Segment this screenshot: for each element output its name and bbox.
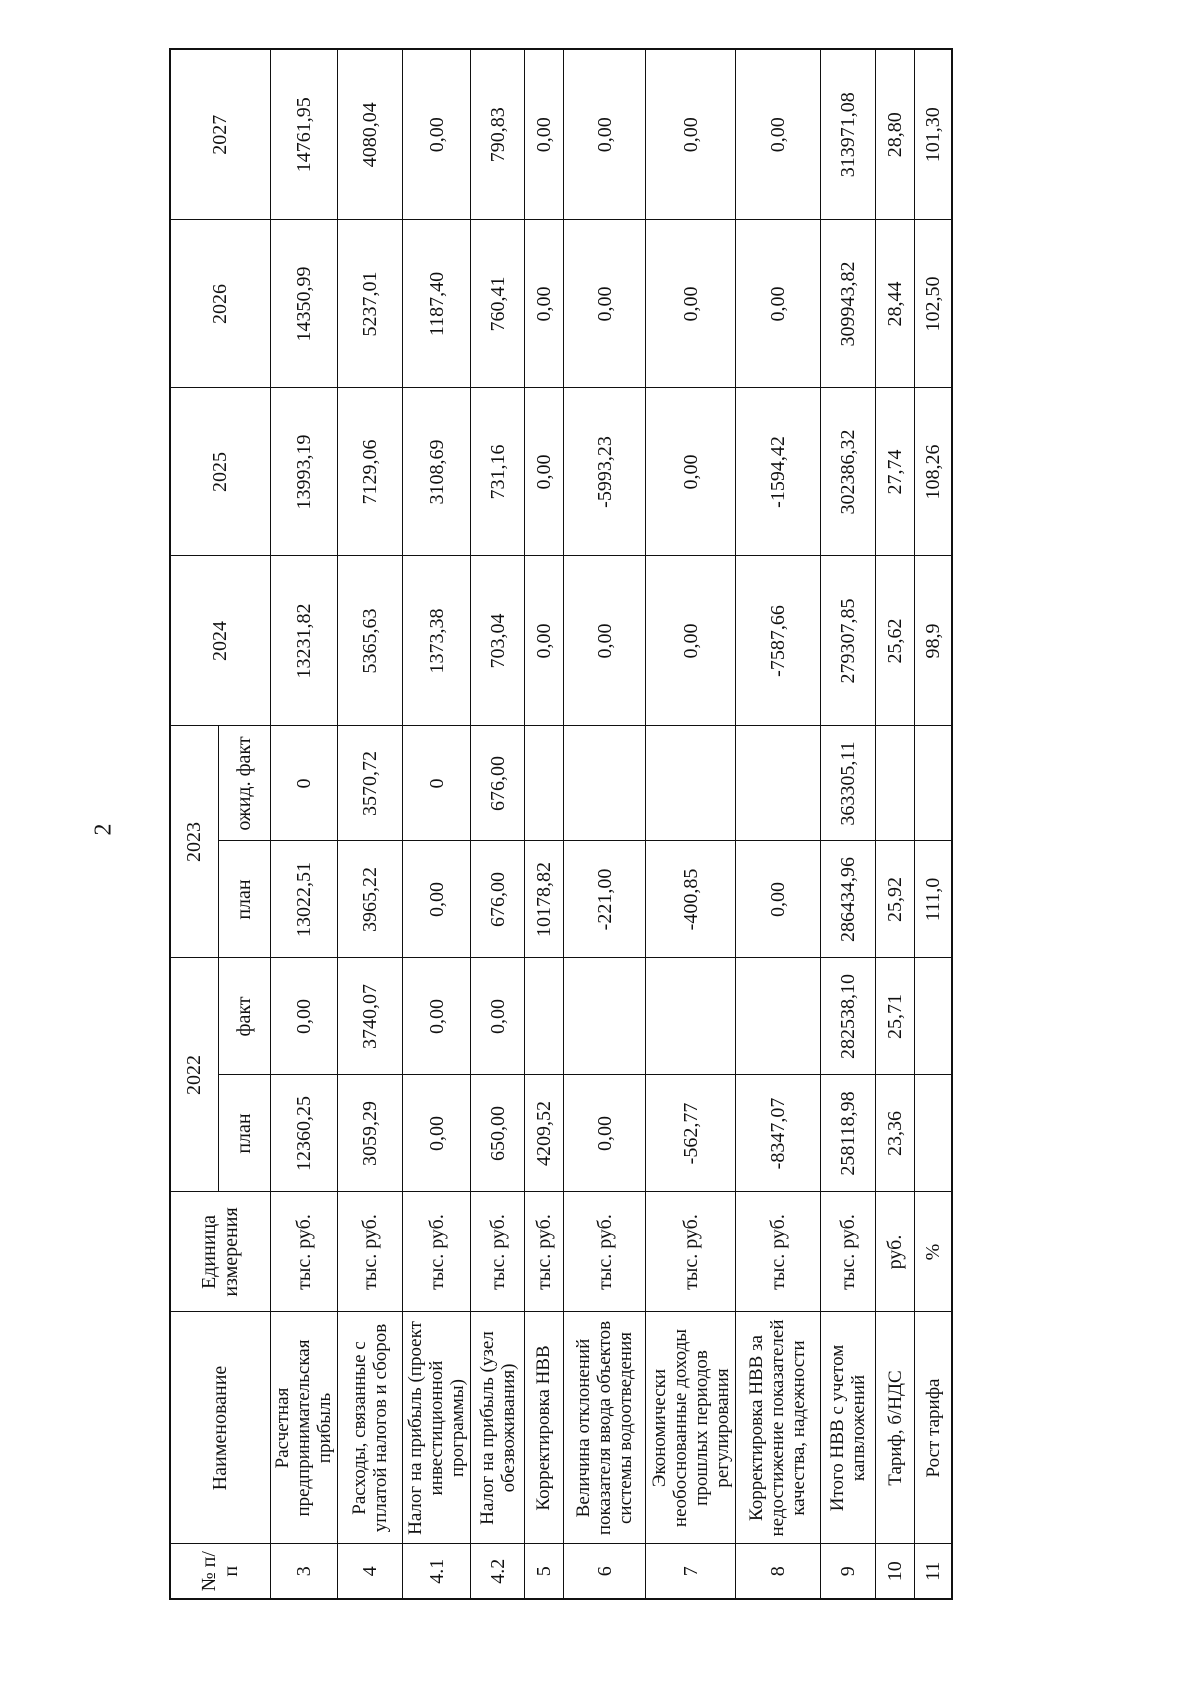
cell-name: Тариф, б/НДС [876,1312,915,1544]
cell-unit: тыс. руб. [820,1192,876,1312]
cell-f22: 3740,07 [338,958,403,1075]
cell-p23: 3965,22 [338,841,403,958]
cell-y25: 108,26 [915,388,952,556]
cell-y27: 0,00 [736,49,820,220]
page-number: 2 [90,823,117,836]
cell-y24: 0,00 [646,556,736,726]
header-unit: Единица измерения [170,1192,270,1312]
cell-y26: 5237,01 [338,220,403,388]
header-2022-plan: план [218,1075,270,1192]
cell-f22: 0,00 [471,958,525,1075]
cell-p22: 258118,98 [820,1075,876,1192]
cell-unit: тыс. руб. [471,1192,525,1312]
cell-f22 [564,958,646,1075]
header-2022-fact: факт [218,958,270,1075]
cell-y24: 98,9 [915,556,952,726]
cell-y25: 3108,69 [403,388,471,556]
cell-f23: 3570,72 [338,726,403,841]
table-row [646,49,736,1599]
cell-y25: 302386,32 [820,388,876,556]
cell-name: Величина отклонений показателя ввода объектов системы водоотведения [564,1312,646,1544]
cell-y24: 5365,63 [338,556,403,726]
cell-p23: 13022,51 [270,841,338,958]
cell-y26: 0,00 [524,220,563,388]
cell-y26: 1187,40 [403,220,471,388]
cell-y25: 7129,06 [338,388,403,556]
cell-num: 7 [646,1544,736,1599]
cell-unit: тыс. руб. [524,1192,563,1312]
cell-f23 [564,726,646,841]
header-num: № п/п [170,1544,270,1599]
cell-p23: 676,00 [471,841,525,958]
header-name: Наименование [170,1312,270,1544]
cell-y27: 0,00 [564,49,646,220]
cell-f23 [876,726,915,841]
cell-y26: 0,00 [646,220,736,388]
table-row [876,49,915,1599]
cell-y24: 703,04 [471,556,525,726]
cell-unit: тыс. руб. [403,1192,471,1312]
cell-p22: -562,77 [646,1075,736,1192]
header-2023-fact: ожид. факт [218,726,270,841]
cell-name: Корректировка НВВ за недостижение показателей качества, надежности [736,1312,820,1544]
cell-num: 3 [270,1544,338,1599]
cell-y27: 0,00 [646,49,736,220]
cell-unit: тыс. руб. [736,1192,820,1312]
cell-f23: 0 [270,726,338,841]
cell-y27: 4080,04 [338,49,403,220]
cell-f22 [915,958,952,1075]
cell-y26: 102,50 [915,220,952,388]
table-row [915,49,952,1599]
cell-y25: -5993,23 [564,388,646,556]
cell-num: 11 [915,1544,952,1599]
cell-y27: 790,83 [471,49,525,220]
header-2023: 2023 [170,726,218,958]
cell-p23: -221,00 [564,841,646,958]
cell-unit: тыс. руб. [564,1192,646,1312]
cell-p22 [915,1075,952,1192]
header-2022: 2022 [170,958,218,1192]
cell-p23: 286434,96 [820,841,876,958]
cell-y26: 28,44 [876,220,915,388]
cell-y26: 0,00 [736,220,820,388]
cell-f23 [736,726,820,841]
cell-num: 9 [820,1544,876,1599]
cell-name: Итого НВВ с учетом капвложений [820,1312,876,1544]
cell-f22: 0,00 [270,958,338,1075]
cell-num: 8 [736,1544,820,1599]
header-2023-plan: план [218,841,270,958]
cell-num: 4 [338,1544,403,1599]
cell-p23: 111,0 [915,841,952,958]
cell-p22: 0,00 [564,1075,646,1192]
cell-y24: 0,00 [564,556,646,726]
cell-unit: руб. [876,1192,915,1312]
cell-f22: 282538,10 [820,958,876,1075]
cell-y25: 13993,19 [270,388,338,556]
cell-p22: -8347,07 [736,1075,820,1192]
cell-num: 10 [876,1544,915,1599]
table-row [820,49,876,1599]
cell-f23: 676,00 [471,726,525,841]
table-row [403,49,471,1599]
cell-y27: 313971,08 [820,49,876,220]
cell-name: Расходы, связанные с уплатой налогов и сборов [338,1312,403,1544]
cell-unit: тыс. руб. [270,1192,338,1312]
header-2025: 2025 [170,388,270,556]
cell-name: Корректировка НВВ [524,1312,563,1544]
cell-num: 4.1 [403,1544,471,1599]
table-row [564,49,646,1599]
cell-unit: % [915,1192,952,1312]
table-body [270,49,952,1599]
cell-p22: 4209,52 [524,1075,563,1192]
cell-unit: тыс. руб. [646,1192,736,1312]
cell-y25: 731,16 [471,388,525,556]
cell-f23: 363305,11 [820,726,876,841]
cell-f22 [646,958,736,1075]
cell-p22: 3059,29 [338,1075,403,1192]
cell-y24: 0,00 [524,556,563,726]
cell-num: 4.2 [471,1544,525,1599]
table-row [471,49,525,1599]
cell-unit: тыс. руб. [338,1192,403,1312]
cell-name: Налог на прибыль (узел обезвоживания) [471,1312,525,1544]
cell-p22: 0,00 [403,1075,471,1192]
table-row [338,49,403,1599]
cell-y27: 28,80 [876,49,915,220]
table-row [270,49,338,1599]
cell-y26: 0,00 [564,220,646,388]
tariff-table [169,48,953,1600]
header-2026: 2026 [170,220,270,388]
header-2024: 2024 [170,556,270,726]
cell-y27: 0,00 [403,49,471,220]
cell-name: Налог на прибыль (проект инвестиционной программы) [403,1312,471,1544]
cell-p23: 0,00 [403,841,471,958]
cell-f22: 25,71 [876,958,915,1075]
cell-name: Экономически необоснованные доходы прошлых периодов регулирования [646,1312,736,1544]
cell-num: 6 [564,1544,646,1599]
cell-y24: 25,62 [876,556,915,726]
cell-y24: 13231,82 [270,556,338,726]
cell-f22: 0,00 [403,958,471,1075]
cell-f23 [524,726,563,841]
cell-f22 [736,958,820,1075]
tariff-table-container [169,50,953,1600]
cell-p23: 10178,82 [524,841,563,958]
cell-y25: 0,00 [646,388,736,556]
header-2027: 2027 [170,49,270,220]
cell-name: Рост тарифа [915,1312,952,1544]
table-row [524,49,563,1599]
cell-y27: 14761,95 [270,49,338,220]
cell-p23: 0,00 [736,841,820,958]
cell-y26: 309943,82 [820,220,876,388]
cell-num: 5 [524,1544,563,1599]
cell-y26: 760,41 [471,220,525,388]
cell-y25: 27,74 [876,388,915,556]
cell-y27: 0,00 [524,49,563,220]
cell-f23 [646,726,736,841]
cell-p23: 25,92 [876,841,915,958]
cell-f22 [524,958,563,1075]
cell-p22: 23,36 [876,1075,915,1192]
cell-y27: 101,30 [915,49,952,220]
cell-y26: 14350,99 [270,220,338,388]
cell-y25: -1594,42 [736,388,820,556]
cell-p22: 12360,25 [270,1075,338,1192]
cell-name: Расчетная предпринимательская прибыль [270,1312,338,1544]
cell-y24: 1373,38 [403,556,471,726]
cell-y25: 0,00 [524,388,563,556]
cell-y24: 279307,85 [820,556,876,726]
cell-p23: -400,85 [646,841,736,958]
cell-y24: -7587,66 [736,556,820,726]
cell-f23: 0 [403,726,471,841]
cell-p22: 650,00 [471,1075,525,1192]
table-row [736,49,820,1599]
cell-f23 [915,726,952,841]
